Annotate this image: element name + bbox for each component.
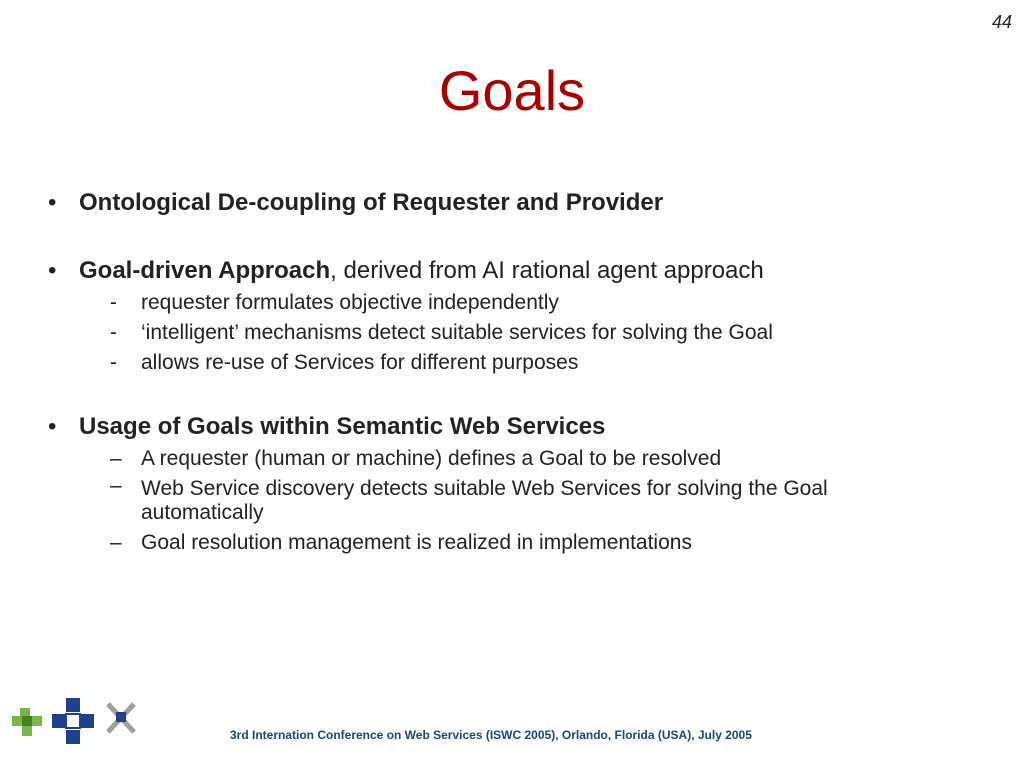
sub-bullet-item xyxy=(48,444,948,474)
sub-bullet-text: Goal resolution management is realized in implementations xyxy=(141,531,692,554)
bullet-heading: Ontological De-coupling of Requester and Provider xyxy=(79,189,664,216)
slide-number: 44 xyxy=(991,12,1012,32)
bullet-heading: Usage of Goals within Semantic Web Services xyxy=(79,413,606,440)
sub-bullet-text: allows re-use of Services for different purposes xyxy=(141,351,579,374)
slide-title: Goals xyxy=(438,59,586,122)
sub-bullet-text: A requester (human or machine) defines a Goal to be resolved xyxy=(141,447,722,470)
sub-bullet-marker: – xyxy=(110,531,122,554)
sub-bullet-marker: – xyxy=(110,447,122,470)
sub-bullet-item xyxy=(48,288,948,318)
sub-bullet-marker: - xyxy=(110,291,117,314)
bullet-item xyxy=(48,186,948,220)
bullet-marker: • xyxy=(48,257,57,284)
footer-text: 3rd Internation Conference on Web Services (ISWC 2005), Orlando, Florida (USA), July 2005 xyxy=(230,728,752,742)
sub-bullet-text: ‘intelligent’ mechanisms detect suitable services for solving the Goal xyxy=(141,321,773,344)
bullet-heading: Goal-driven Approach xyxy=(79,257,331,284)
bullet-marker: • xyxy=(48,189,57,216)
sub-bullet-marker: – xyxy=(110,474,122,497)
wsmo-logo xyxy=(52,698,94,744)
bullet-item xyxy=(48,410,948,444)
logo-group xyxy=(12,698,140,750)
wsml-logo xyxy=(12,708,42,736)
sub-bullet-item xyxy=(48,528,948,558)
sub-bullet-item xyxy=(48,348,948,378)
bullet-text: , derived from AI rational agent approach xyxy=(330,257,764,284)
sub-bullet-text: requester formulates objective independently xyxy=(141,291,559,314)
bullet-item xyxy=(48,254,948,288)
sub-bullet-item xyxy=(48,474,941,528)
sub-bullet-text: Web Service discovery detects suitable Web Services for solving the Goal automatically xyxy=(141,477,828,524)
sub-bullet-item xyxy=(48,318,948,348)
sub-bullet-marker: - xyxy=(110,351,117,374)
bullet-marker: • xyxy=(48,413,57,440)
bullet-list xyxy=(48,186,948,558)
wsmx-logo xyxy=(108,704,134,732)
sub-bullet-marker: - xyxy=(110,321,117,344)
